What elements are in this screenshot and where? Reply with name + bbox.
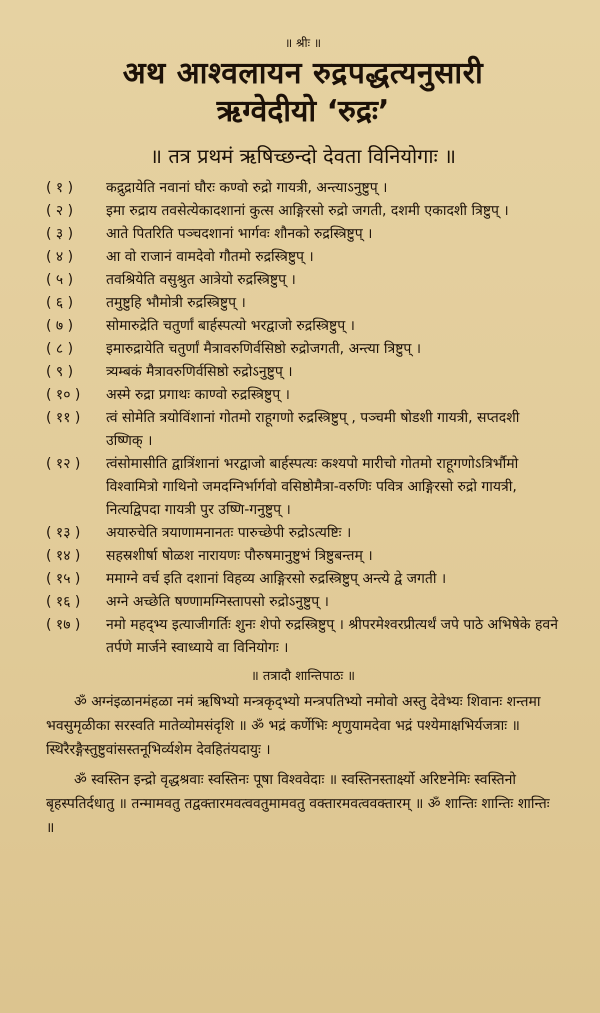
shanti-path [46, 690, 560, 840]
shanti-paragraph-2: ॐ स्वस्तिन इन्द्रो वृद्धश्रवाः स्वस्तिनः पूषा विश्ववेदाः ॥ स्वस्तिनस्तार्क्ष्यो अरिष्टनेमिः स्वस्तिनो बृहस्पतिर्दधातु ॥ तन्मामवतु तद्वक्तारमवत्ववतुमामवतु वक्तारमवत्ववक्तारम् ॥ ॐ शान्तिः शान्तिः शान्तिः ॥ [46, 772, 550, 836]
verse-text: अयारुचेति त्रयाणामनानतः पारुच्छेपी रुद्रोऽत्यष्टिः । [106, 525, 352, 541]
verse-list [46, 177, 560, 660]
verse-text: सहस्रशीर्षा षोळश नारायणः पौरुषमानुष्टुभं त्रिष्टुबन्तम् । [106, 548, 373, 564]
verse-number: ( १३ ) [46, 525, 81, 541]
verse-number: ( १५ ) [46, 571, 81, 587]
verse-number: ( १७ ) [46, 617, 81, 633]
page-title-line1: अथ आश्वलायन रुद्रपद्धत्यनुसारी [122, 56, 484, 91]
verse-text: इमारुद्रायेति चतुर्णां मैत्रावरुणिर्वसिष्ठो रुद्रोजगती, अन्त्या त्रिष्टुप् । [106, 341, 422, 357]
verse-number: ( ११ ) [46, 410, 81, 426]
verse-item [46, 522, 560, 545]
verse-text: आ वो राजानं वामदेवो गौतमो रुद्रस्त्रिष्टुप् । [106, 249, 314, 265]
verse-text: ममाग्ने वर्च इति दशानां विहव्य आङ्गिरसो रुद्रस्त्रिष्टुप् अन्त्ये द्वे जगती । [106, 571, 447, 587]
verse-item [46, 407, 560, 453]
verse-text: सोमारुद्रेति चतुर्णां बार्हस्पत्यो भरद्वाजो रुद्रस्त्रिष्टुप् । [106, 318, 355, 334]
verse-text: नमो महद्भ्य इत्याजीगर्तिः शुनः शेपो रुद्रस्त्रिष्टुप् । श्रीपरमेश्वरप्रीत्यर्थं जपे पाठे अभिषेके हवने तर्पणे मार्जने स्वाध्याये वा विनियोगः । [106, 617, 558, 656]
verse-number: ( ५ ) [46, 272, 74, 288]
verse-item [46, 545, 560, 568]
verse-item [46, 591, 560, 614]
verse-number: ( १ ) [46, 180, 74, 196]
verse-item [46, 338, 560, 361]
verse-text: अग्ने अच्छेति षण्णामग्निस्तापसो रुद्रोऽनुष्टुप् । [106, 594, 329, 610]
verse-number: ( ७ ) [46, 318, 74, 334]
invocation-shri: ॥ श्रीः ॥ [284, 36, 322, 50]
verse-item [46, 292, 560, 315]
verse-text: तमुष्टुहि भौमोत्री रुद्रस्त्रिष्टुप् । [106, 295, 246, 311]
verse-number: ( २ ) [46, 203, 74, 219]
verse-text: त्वं सोमेति त्रयोविंशानां गोतमो राहूगणो रुद्रस्त्रिष्टुप् , पञ्चमी षोडशी गायत्री, सप्तदशी उष्णिक् । [106, 410, 520, 449]
verse-number: ( १४ ) [46, 548, 81, 564]
verse-item [46, 384, 560, 407]
verse-item [46, 453, 560, 522]
page-title-line2: ऋग्वेदीयो ‘रुद्रः’ [216, 94, 390, 129]
verse-number: ( १६ ) [46, 594, 81, 610]
verse-number: ( ३ ) [46, 226, 74, 242]
verse-item [46, 315, 560, 338]
verse-number: ( १२ ) [46, 456, 81, 472]
verse-item [46, 246, 560, 269]
verse-number: ( ६ ) [46, 295, 74, 311]
verse-number: ( ९ ) [46, 364, 74, 380]
shanti-paragraph-1: ॐ अग्नंइळानमंहळा नमं ऋषिभ्यो मन्त्रकृद्भ्यो मन्त्रपतिभ्यो नमोवो अस्तु देवेभ्यः शिवानः शन्तमा भवसुमृळीका सरस्वति मातेव्योमसंदृशि ॥ ॐ भद्रं कर्णेभिः शृणुयामदेवा भद्रं पश्येमाक्षभिर्यजत्राः ॥ स्थिरैरङ्गैस्तुष्टुवांसस्तनूभिर्व्यशेम देवहितंयदायुः । [46, 694, 541, 758]
verse-text: त्र्यम्बकं मैत्रावरुणिर्वसिष्ठो रुद्रोऽनुष्टुप् । [106, 364, 293, 380]
verse-text: आते पितरिति पञ्चदशानां भार्गवः शौनको रुद्रस्त्रिष्टुप् । [106, 226, 373, 242]
verse-text: तवश्रियेति वसुश्रुत आत्रेयो रुद्रस्त्रिष्टुप् । [106, 272, 296, 288]
section-subtitle: ॥ तत्र प्रथमं ऋषिच्छन्दो देवता विनियोगाः ॥ [150, 144, 456, 168]
verse-text: कद्रुद्रायेति नवानां घौरः कण्वो रुद्रो गायत्री, अन्त्याऽनुष्टुप् । [106, 180, 388, 196]
verse-item [46, 269, 560, 292]
verse-item [46, 361, 560, 384]
verse-item [46, 223, 560, 246]
verse-text: इमा रुद्राय तवसेत्येकादशानां कुत्स आङ्गिरसो रुद्रो जगती, दशमी एकादशी त्रिष्टुप् । [106, 203, 509, 219]
verse-text: त्वंसोमासीति द्वात्रिंशानां भरद्वाजो बार्हस्पत्यः कश्यपो मारीचो गोतमो राहूगणोऽत्रिर्भौमो विश्वामित्रो गाथिनो जमदग्निर्भार्गवो वसिष्ठोमैत्रा-वरुणिः पवित्र आङ्गिरसो रुद्रो गायत्री, नित्यद्विपदा गायत्री पुर उष्णि-गनुष्टुप् । [106, 456, 519, 518]
shanti-title: ॥ तत्रादौ शान्तिपाठः ॥ [250, 669, 356, 684]
verse-text: अस्मे रुद्रा प्रगाथः काण्वो रुद्रस्त्रिष्टुप् । [106, 387, 290, 403]
verse-item [46, 200, 560, 223]
verse-item [46, 177, 560, 200]
verse-number: ( १० ) [46, 387, 81, 403]
verse-number: ( ४ ) [46, 249, 74, 265]
verse-number: ( ८ ) [46, 341, 74, 357]
verse-item [46, 614, 560, 660]
verse-item [46, 568, 560, 591]
